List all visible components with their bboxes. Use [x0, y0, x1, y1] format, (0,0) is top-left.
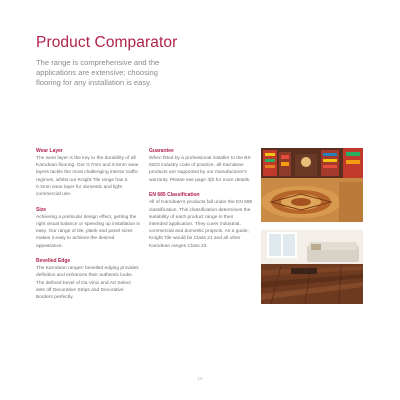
section-text-size: Achieving a particular design effect, getting the right visual balance or speeding up installation is easy. Our range of tile, plank and panel sizes makes it easy to achieve the desired appearance.	[36, 214, 140, 249]
living-room-floor-photo	[261, 230, 363, 304]
section-heading-wear-layer: Wear Layer	[36, 148, 63, 154]
store-floor-photo	[261, 148, 363, 222]
intro-text: The range is comprehensive and the applications are extensive; choosing flooring for any installation is easy.	[36, 58, 160, 88]
text-column-left	[36, 148, 140, 310]
section-heading-en685: EN 685 Classification	[149, 192, 200, 199]
section-text-guarantee: When fitted by a professional installer to the BS 8203 industry code of practice, all Karndean products are supported by our manufacturer's warranty. Please see page 3(b for more details.	[149, 156, 251, 183]
section-text-bevelled-edge: The Karndean ranges' bevelled edging provides definition and enhances their authentic looks. The defined bevel of Da Vinci and Art Select sets off Decorative Strips and Decorative Borders perfectly.	[36, 266, 139, 301]
section-heading-guarantee: Guarantee	[149, 148, 174, 154]
page-title: Product Comparator	[36, 34, 178, 51]
section-heading-bevelled-edge: Bevelled Edge	[36, 258, 71, 265]
text-column-middle	[149, 148, 253, 258]
page-number: 10	[197, 376, 203, 381]
section-text-en685: All of Karndean's products fall under the EN 685 classification. This classification determines the suitability of each product range in their intended application. They cover industrial, commercial and domestic projects. As a guide, Knight Tile would be Class 21 and all other Karndean ranges Class 23.	[149, 200, 253, 249]
section-text-wear-layer: The wear layer is the key to the durability of all Karndean flooring. Our 0.7mm and 0.5mm wear layers tackle the most challenging interior traffic regimes, whilst our Knight Tile range has a 0.3mm wear layer for domestic and light commercial use.	[36, 156, 139, 198]
section-heading-size: Size	[36, 206, 47, 213]
